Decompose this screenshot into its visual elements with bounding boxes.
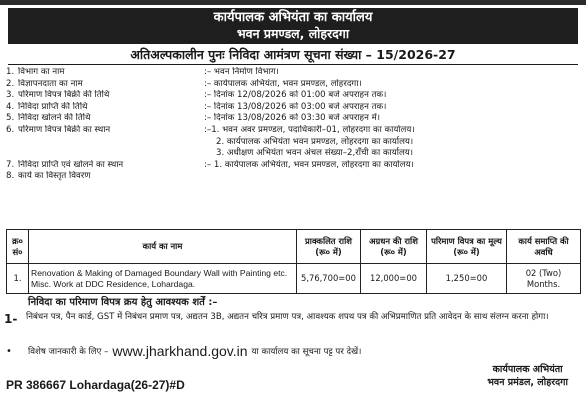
signatory-office: भवन प्रमंडल, लोहरदगा — [487, 377, 568, 388]
cell-earnest-money: 12,000=00 — [361, 264, 427, 294]
condition-number: 1- — [4, 312, 18, 326]
col-header-serial: क्र० सं० — [7, 230, 29, 264]
note-suffix: या कार्यालय का सूचना पट्ट पर देखें। — [251, 347, 362, 357]
notice-title: अतिअल्पकालीन पुनः निविदा आमंत्रण सूचना संख्या – 15/2026-27 — [8, 46, 578, 65]
info-value: :– दिनांक 13/08/2026 को 03:30 बजे अपराहन में। — [204, 113, 381, 124]
works-table — [6, 229, 581, 294]
col-header-earnest-money: अग्रधन की राशि (रू० में) — [361, 230, 427, 264]
condition-text: निबंधन पत्र, पैन कार्ड, GST में निबंधन प्रमाण पत्र, अद्यतन 3B, अद्यतन चरित्र प्रमाण पत्र, आवश्यक शपथ पत्र की अभिप्रमाणित प्रति आवेदन के साथ संलग्न करना होगा। — [26, 312, 549, 322]
conditions-title: निविदा का परिमाण विपत्र क्रय हेतु आवश्यक शर्तें :– — [28, 297, 218, 308]
info-subitem: 3. अधीक्षण अभियंता भवन अंचल संख्या–2,राँची का कार्यालय। — [216, 148, 414, 159]
info-row — [6, 102, 582, 114]
info-list — [6, 67, 582, 183]
col-header-estimated-amount: प्राक्कलित राशि (रू० में) — [297, 230, 361, 264]
info-row — [6, 113, 582, 125]
info-value: :–1. भवन अवर प्रमण्डल, पदाधिकारी–01, लोहरदगा का कार्यालय। — [204, 124, 415, 135]
info-row — [6, 171, 582, 183]
info-label: परिमाण विपत्र बिक्री का स्थान — [18, 124, 111, 135]
table-header-row — [7, 230, 581, 264]
info-label: विज्ञापनदाता का नाम — [18, 78, 83, 89]
info-label: कार्य का विस्तृत विवरण — [18, 171, 91, 182]
info-value: :– 1. कार्यपालक अभियंता, भवन प्रमण्डल, लोहरदगा का कार्यालय। — [204, 159, 414, 170]
info-number: 8. — [6, 171, 15, 182]
info-note — [6, 343, 582, 359]
col-header-work-name: कार्य का नाम — [29, 230, 297, 264]
office-name: कार्यपालक अभियंता का कार्यालय — [213, 10, 373, 25]
col-header-completion-period: कार्य समाप्ति की अवधि — [507, 230, 581, 264]
info-number: 6. — [6, 124, 15, 135]
signatory-title: कार्यपालक अभियंता — [492, 364, 563, 375]
bullet-icon: • — [6, 345, 12, 357]
info-value: :– दिनांक 13/08/2026 को 03:00 बजे अपराहन तक। — [204, 101, 387, 112]
cell-completion-period: 02 (Two) Months. — [507, 264, 581, 294]
info-number: 7. — [6, 159, 15, 170]
info-subitem: 2. कार्यपालक अभियंता भवन प्रमण्डल, लोहरदगा का कार्यालय। — [216, 136, 414, 147]
info-number: 3. — [6, 90, 15, 101]
pr-number: PR 386667 Lohardaga(26-27)#D — [6, 378, 185, 392]
info-value: :– कार्यपालक अभियंता, भवन प्रमण्डल, लोहरदगा। — [204, 78, 362, 89]
info-row — [6, 90, 582, 102]
division-name: भवन प्रमण्डल, लोहरदगा — [236, 26, 350, 41]
info-number: 5. — [6, 113, 15, 124]
website-link[interactable]: www.jharkhand.gov.in — [112, 343, 248, 359]
info-label: निविदा प्राप्ति की तिथि — [18, 101, 88, 112]
cell-estimated-amount: 5,76,700=00 — [297, 264, 361, 294]
info-label: निविदा खोलने की तिथि — [18, 113, 91, 124]
info-label: परिमाण विपत्र बिक्री की तिथि — [18, 90, 110, 101]
info-row — [6, 160, 582, 172]
info-value: :– दिनांक 12/08/2026 को 01:00 बजे अपराहन तक। — [204, 90, 387, 101]
cell-work-name: Renovation & Making of Damaged Boundary Wall with Painting etc. Misc. Work at DDC Residence, Lohardaga. — [29, 264, 297, 294]
info-label: निविदा प्राप्ति एवं खोलने का स्थान — [18, 159, 124, 170]
info-number: 2. — [6, 78, 15, 89]
info-number: 4. — [6, 101, 15, 112]
cell-bill-cost: 1,250=00 — [427, 264, 507, 294]
condition-item — [4, 312, 582, 324]
top-strip — [0, 0, 586, 5]
col-header-bill-cost: परिमाण विपत्र का मूल्य (रू० में) — [427, 230, 507, 264]
info-row — [6, 67, 582, 79]
cell-serial: 1. — [7, 264, 29, 294]
info-number: 1. — [6, 67, 15, 77]
signature-block — [487, 363, 568, 389]
info-label: विभाग का नाम — [18, 67, 65, 77]
office-header — [8, 8, 578, 44]
info-row — [6, 79, 582, 91]
info-value: :– भवन निर्माण विभाग। — [204, 67, 279, 77]
table-row — [7, 264, 581, 294]
info-row — [6, 125, 582, 137]
note-prefix: विशेष जानकारी के लिए – — [28, 347, 109, 357]
